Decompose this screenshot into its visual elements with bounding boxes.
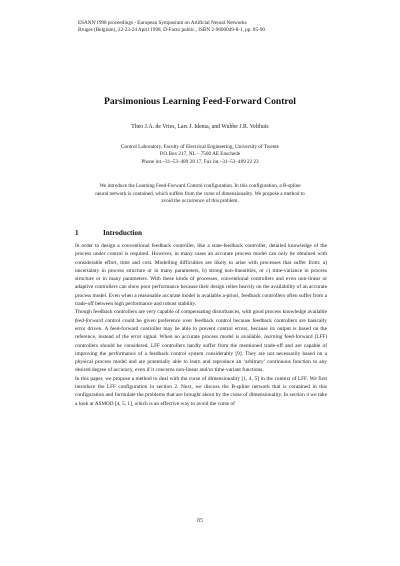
paragraph-2-text-e: controllers hardly suffer from the mentioned trade-off and are capable of improving the performance of a feedback control system considerably [9]. They are not necessarily based on a physical process model and are potentially able to learn and reproduce an ‘arbitrary’ continuous function to any desired degree of accuracy, even if it concerns non-linear and/or time-variant functions. [75,342,327,374]
paragraph-3-text-b: . We first introduce the [75,375,327,391]
learning-emphasis: learning [264,334,283,341]
paragraph-2 [75,308,327,374]
affiliation-line-1: Control Laboratory, Faculty of Electrical Engineering, University of Twente [121,144,279,150]
paragraph-1: In order to design a conventional feedback controller, like a state-feedback controller, detailed knowledge of the process under control is required. However, in many cases an accurate process model can only be obtained with considerable effort, time and cost. Modelling difficulties are likely to arise with processes that suffer from: a) uncertainty in process structure or in many parameters, b) strong non-linearities, or c) time-variance in process structure or in many parameters. With these kinds of processes, conventional controllers and even non-linear or adaptive controllers can show poor performance because their design relies heavily on the availability of an accurate process model. Even when a reasonable accurate model is available a-priori, feedback controllers often suffer from a trade-off between high performance and robust stability. [75,243,327,308]
header-line-2: Bruges (Belgium), 22-23-24 April 1998, D-Facto public., ISBN 2-9600049-8-1, pp. 85-90 [78,27,266,33]
paragraph-3-text-c: configuration in section 2. Next, we discuss the B-spline network that is contained in this configuration and formulate the problems that are brought about by the curse of dimensionality. In section 4 we take a look at [75,384,327,407]
lff-acronym: LFF [316,334,326,341]
page-number: 85 [197,518,203,524]
section-heading [75,229,142,237]
paragraph-2-text-d: ) controllers should be considered. [75,334,328,349]
paragraph-3-text-d: [4, 5, 1], which is an effective way to avoid the curse of [113,400,235,407]
paragraph-2-text-c: feed-forward ( [282,334,317,341]
paragraph-2-text-b: control could be given preference over feedback control because feedback controllers are basically error driven. A feed-forward controller may be able to prevent control errors, because its output is based on the reference, instead of the error signal. When no accurate process model is available, [75,317,327,341]
lff-acronym: LFF [298,375,307,382]
affiliation-line-2: P.O.Box 217, NL – 7500 AE Enschede [159,151,241,158]
paper-title: Parsimonious Learning Feed-Forward Control [104,96,296,107]
paragraph-3-text-a: In this paper, we propose a method to deal with the curse of dimensionality [1, 4, 5] in the context of [75,375,299,382]
section-body [75,242,327,408]
paragraph-3 [75,375,327,408]
proceedings-header [78,20,378,34]
asmod-acronym: ASMOD [94,400,114,407]
section-title: Introduction [103,229,143,237]
header-line-1: ESANN'1998 proceedings - European Symposium on Artificial Neural Networks [78,20,247,26]
lff-acronym: LFF [106,384,116,391]
abstract: We introduce the Learning Feed-Forward Control configuration. In this configuration, a B-spline neural network is contained, which suffers from the curse of dimensionality. We propose a method to avoid the occurrence of this problem. [95,183,305,205]
author-list: Theo J.A. de Vries, Lars J. Idema, and Wubbe J.R. Velthuis [131,124,269,130]
affiliation-line-3: Phone int.–31–53–489 28 17, Fax int.–31–53–489 22 23 [141,158,259,165]
section-number: 1 [75,229,79,237]
feed-forward-emphasis: feed-forward [75,317,103,324]
affiliation-block [0,144,400,166]
paragraph-2-text-a: Though feedback controllers are very capable of compensating disturbances, with good process knowledge available [75,309,327,316]
lff-acronym: LFF [150,342,160,349]
